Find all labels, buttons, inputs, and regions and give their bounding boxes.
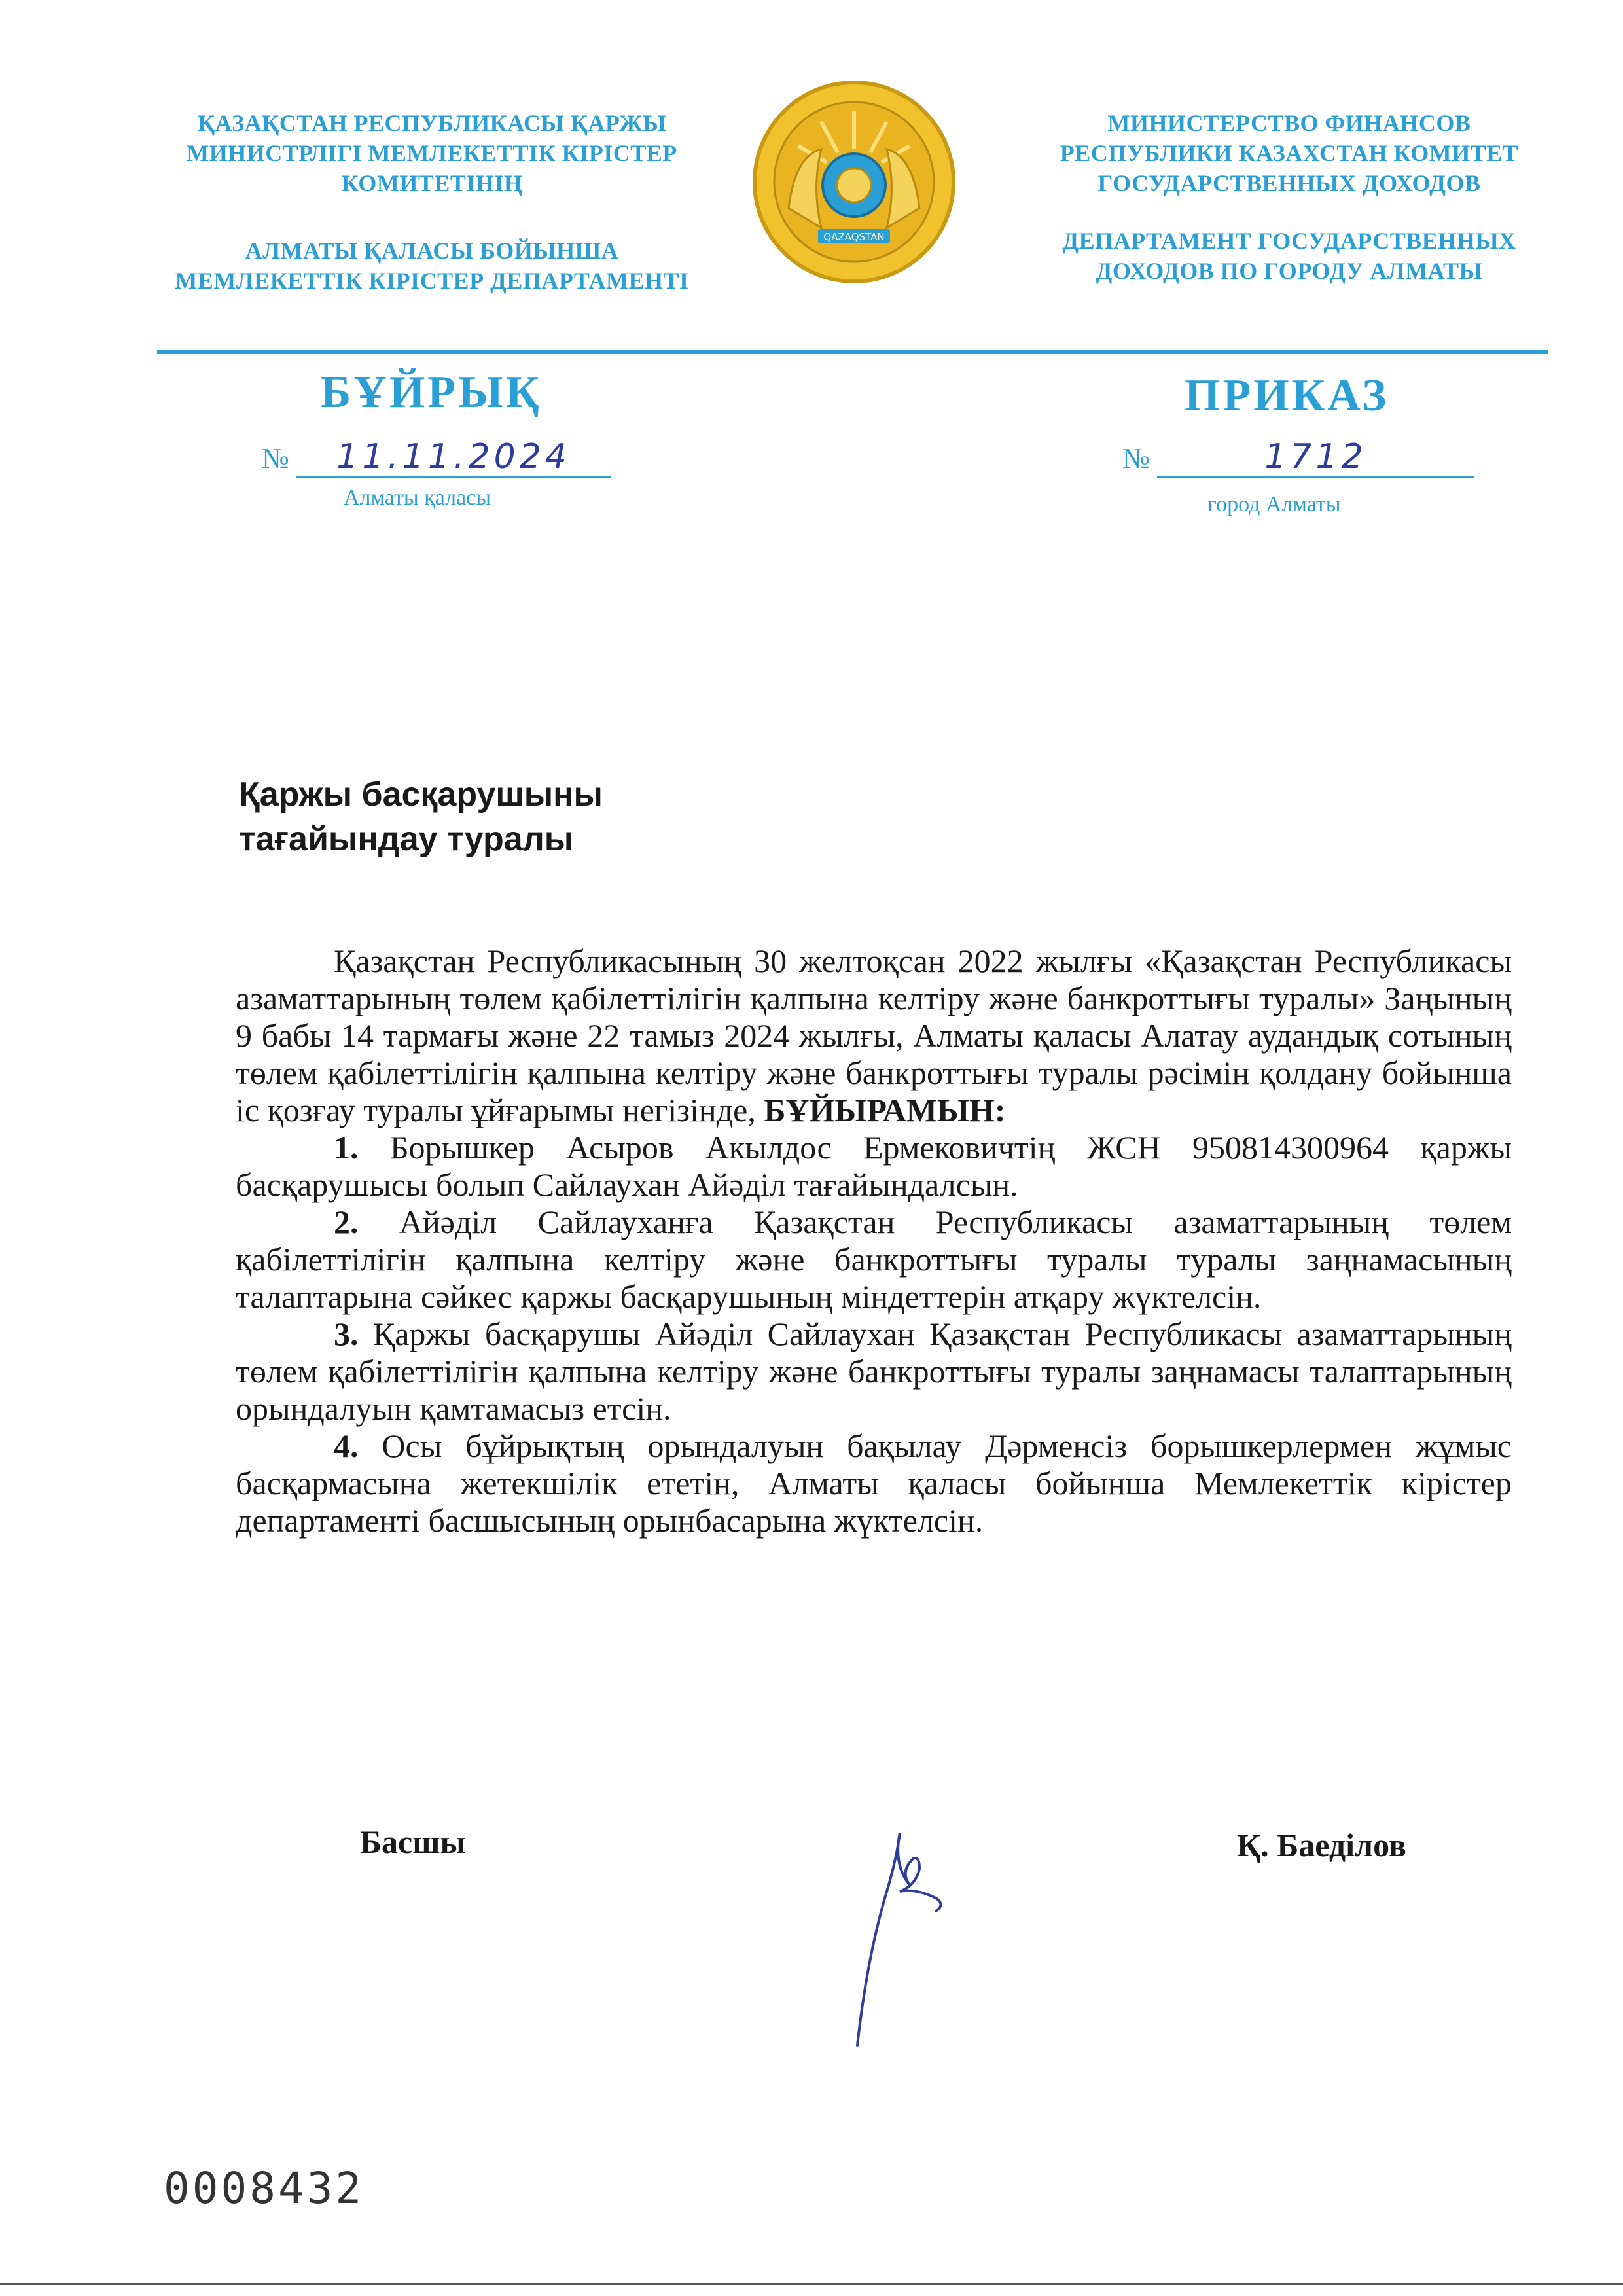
item-number: 4. bbox=[334, 1427, 359, 1464]
order-item bbox=[236, 1316, 1512, 1427]
signatory-role: Басшы bbox=[360, 1823, 466, 1860]
page-edge-line bbox=[0, 2283, 1623, 2285]
order-title-kz: БҰЙРЫҚ bbox=[321, 367, 542, 418]
item-number: 2. bbox=[334, 1204, 359, 1240]
item-number: 3. bbox=[334, 1316, 359, 1352]
order-date-line bbox=[262, 437, 611, 478]
header-ru-department: ДЕПАРТАМЕНТ ГОСУДАРСТВЕННЫХ ДОХОДОВ ПО ГОРОДУ АЛМАТЫ bbox=[1062, 228, 1516, 284]
header-divider bbox=[157, 350, 1548, 354]
order-date: 11.11.2024 bbox=[296, 437, 611, 478]
item-text: Қаржы басқарушы Айәділ Сайлаухан Қазақстан Республикасы азаматтарының төлем қабілеттілігін қалпына келтіру және банкроттығы туралы заңнамасы талаптарының орындалуын қамтамасыз етсін. bbox=[236, 1316, 1512, 1427]
order-subject bbox=[239, 772, 603, 861]
header-kz-committee: ҚАЗАҚСТАН РЕСПУБЛИКАСЫ ҚАРЖЫ МИНИСТРЛІГІ МЕМЛЕКЕТТІК КІРІСТЕР КОМИТЕТІНІҢ bbox=[187, 110, 677, 196]
signatory-name: Қ. Баеділов bbox=[1237, 1827, 1406, 1863]
city-ru: город Алматы bbox=[1207, 492, 1341, 516]
number-sign: № bbox=[262, 442, 289, 475]
order-title-ru: ПРИКАЗ bbox=[1185, 370, 1389, 421]
order-body bbox=[236, 942, 1512, 1539]
order-number: 1712 bbox=[1157, 437, 1474, 478]
item-text: Осы бұйрықтың орындалуын бақылау Дәрменсіз борышкерлермен жұмыс басқармасына жетекшілік ететін, Алматы қаласы бойынша Мемлекеттік кірістер департаменті басшысының орынбасарына жүктелсін. bbox=[236, 1427, 1512, 1539]
subject-line: тағайындау туралы bbox=[239, 820, 574, 858]
intro-paragraph bbox=[236, 942, 1512, 1129]
item-text: Айәділ Сайлауханға Қазақстан Республикасы азаматтарының төлем қабілеттілігін қалпына келтіру және банкроттығы туралы туралы заңнамасының талаптарына сәйкес қаржы басқарушының міндеттерін атқару жүктелсін. bbox=[236, 1204, 1512, 1315]
intro-text: Қазақстан Республикасының 30 желтоқсан 2022 жылғы «Қазақстан Республикасы азаматтарының төлем қабілеттілігін қалпына келтіру және банкроттығы туралы» Заңының 9 бабы 14 тармағы және 22 тамыз 2024 жылғы, Алматы қаласы Алатау аудандық сотының төлем қабілеттілігін қалпына келтіру және банкроттығы туралы рәсімін қолдану бойынша іс қозғау туралы ұйғарымы негізінде, bbox=[236, 942, 1512, 1128]
order-item bbox=[236, 1427, 1512, 1539]
serial-number: 0008432 bbox=[164, 2163, 365, 2214]
city-kz: Алматы қаласы bbox=[344, 486, 491, 510]
header-ru-committee: МИНИСТЕРСТВО ФИНАНСОВ РЕСПУБЛИКИ КАЗАХСТАН КОМИТЕТ ГОСУДАРСТВЕННЫХ ДОХОДОВ bbox=[1060, 110, 1519, 196]
subject-line: Қаржы басқарушыны bbox=[239, 776, 603, 814]
number-sign: № bbox=[1122, 442, 1150, 475]
header-kz-department: АЛМАТЫ ҚАЛАСЫ БОЙЫНША МЕМЛЕКЕТТІК КІРІСТЕР ДЕПАРТАМЕНТІ bbox=[175, 238, 689, 294]
order-item bbox=[236, 1204, 1512, 1316]
order-item bbox=[236, 1129, 1512, 1204]
order-number-line bbox=[1122, 437, 1474, 478]
state-emblem-icon bbox=[749, 77, 959, 287]
order-word: БҰЙЫРАМЫН: bbox=[764, 1092, 1006, 1128]
item-text: Борышкер Асыров Акылдос Ермековичтің ЖСН 950814300964 қаржы басқарушысы болып Сайлаухан Айәділ тағайындалсын. bbox=[236, 1129, 1512, 1203]
emblem-lettering: QAZAQSTAN bbox=[823, 231, 885, 243]
handwritten-signature bbox=[838, 1793, 982, 2055]
item-number: 1. bbox=[334, 1129, 359, 1166]
